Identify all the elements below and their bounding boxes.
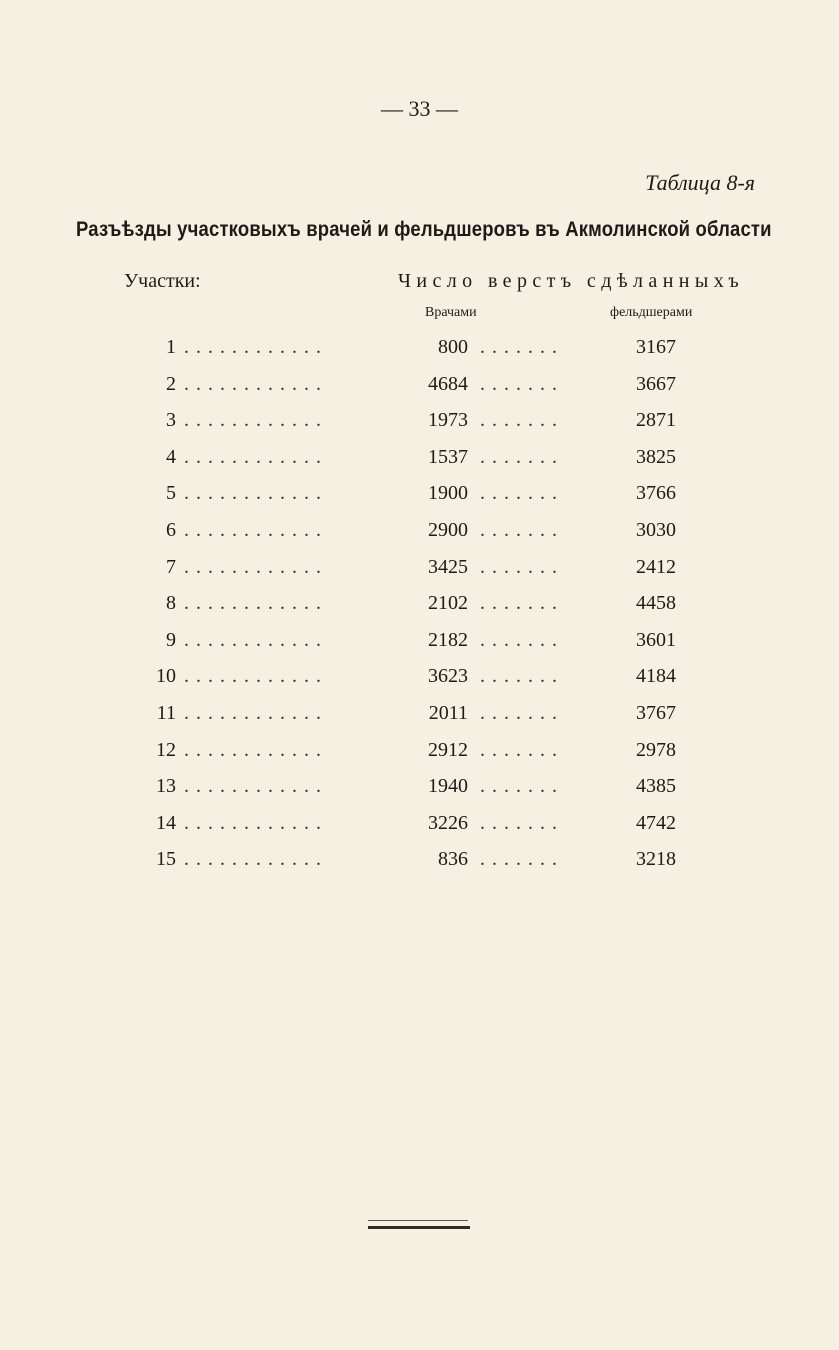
district-number: 15 [156, 848, 176, 871]
dot-leader: . . . . . . . . . . . . [184, 519, 322, 541]
feldshers-versts: 3667 [636, 372, 676, 395]
table-row [0, 373, 839, 403]
feldshers-versts: 2978 [636, 738, 676, 761]
district-number: 1 [166, 336, 176, 358]
district-number: 13 [156, 775, 176, 798]
feldshers-versts: 2412 [636, 555, 676, 578]
dot-leader: . . . . . . . [480, 738, 558, 761]
dot-leader: . . . . . . . . . . . . [184, 372, 322, 395]
feldshers-versts: 3030 [636, 519, 676, 541]
feldshers-versts: 3218 [636, 848, 676, 871]
page-number: — 33 — [381, 96, 458, 121]
doctors-versts: 1940 [428, 775, 468, 798]
doctors-versts: 2011 [428, 702, 468, 724]
doctors-versts: 3226 [428, 811, 468, 834]
table-row [0, 336, 839, 366]
dot-leader: . . . . . . . [480, 592, 558, 615]
district-number: 10 [156, 665, 176, 688]
dot-leader: . . . . . . . [480, 811, 558, 834]
table-row [0, 482, 839, 512]
doctors-versts: 3425 [428, 555, 468, 578]
dot-leader: . . . . . . . . . . . . [184, 738, 322, 761]
feldshers-versts: 3825 [636, 445, 676, 468]
doctors-versts: 1537 [428, 445, 468, 468]
dot-leader: . . . . . . . . . . . . [184, 811, 322, 834]
district-number: 4 [166, 445, 176, 468]
doctors-versts: 2912 [428, 738, 468, 761]
col-header-feldshers: фельдшерами [610, 305, 693, 320]
dot-leader: . . . . . . . [480, 702, 558, 724]
dot-leader: . . . . . . . [480, 555, 558, 578]
dot-leader: . . . . . . . . . . . . [184, 336, 322, 358]
table-row [0, 848, 839, 878]
table-row [0, 446, 839, 476]
dot-leader: . . . . . . . . . . . . [184, 555, 322, 578]
doctors-versts: 1900 [428, 482, 468, 505]
table-row [0, 702, 839, 732]
dot-leader: . . . . . . . [480, 445, 558, 468]
table-row [0, 739, 839, 769]
table-row [0, 592, 839, 622]
district-number: 7 [166, 555, 176, 578]
district-number: 5 [166, 482, 176, 505]
feldshers-versts: 4742 [636, 811, 676, 834]
table-row [0, 665, 839, 695]
feldshers-versts: 2871 [636, 409, 676, 432]
doctors-versts: 2900 [428, 519, 468, 541]
dot-leader: . . . . . . . [480, 409, 558, 432]
doctors-versts: 4684 [428, 372, 468, 395]
dot-leader: . . . . . . . [480, 665, 558, 688]
doctors-versts: 800 [438, 336, 468, 358]
district-number: 2 [166, 372, 176, 395]
dot-leader: . . . . . . . . . . . . [184, 702, 322, 724]
district-number: 6 [166, 519, 176, 541]
col-header-doctors: Врачами [425, 305, 477, 320]
district-number: 3 [166, 409, 176, 432]
dot-leader: . . . . . . . [480, 519, 558, 541]
table-title: Разъѣзды участковыхъ врачей и фельдшеровъ въ Акмолинской области [76, 218, 772, 241]
table-row [0, 775, 839, 805]
dot-leader: . . . . . . . [480, 848, 558, 871]
district-number: 8 [166, 592, 176, 615]
table-row [0, 629, 839, 659]
dot-leader: . . . . . . . . . . . . [184, 775, 322, 798]
feldshers-versts: 4458 [636, 592, 676, 615]
district-number: 12 [156, 738, 176, 761]
dot-leader: . . . . . . . . . . . . [184, 482, 322, 505]
rule-thin-line [368, 1220, 468, 1221]
feldshers-versts: 3601 [636, 628, 676, 651]
feldshers-versts: 4184 [636, 665, 676, 688]
dot-leader: . . . . . . . . . . . . [184, 409, 322, 432]
dot-leader: . . . . . . . [480, 775, 558, 798]
doctors-versts: 2182 [428, 628, 468, 651]
feldshers-versts: 4385 [636, 775, 676, 798]
dot-leader: . . . . . . . . . . . . [184, 628, 322, 651]
dot-leader: . . . . . . . [480, 336, 558, 358]
feldshers-versts: 3167 [636, 336, 676, 358]
closing-rule [368, 1218, 470, 1230]
district-number: 9 [166, 628, 176, 651]
table-row [0, 812, 839, 842]
dot-leader: . . . . . . . . . . . . [184, 592, 322, 615]
doctors-versts: 1973 [428, 409, 468, 432]
rule-thick-line [368, 1226, 470, 1229]
feldshers-versts: 3767 [636, 702, 676, 724]
dot-leader: . . . . . . . [480, 482, 558, 505]
dot-leader: . . . . . . . . . . . . [184, 445, 322, 468]
feldshers-versts: 3766 [636, 482, 676, 505]
doctors-versts: 3623 [428, 665, 468, 688]
dot-leader: . . . . . . . . . . . . [184, 848, 322, 871]
doctors-versts: 836 [438, 848, 468, 871]
dot-leader: . . . . . . . [480, 628, 558, 651]
districts-header: Участки: [124, 270, 201, 292]
table-row [0, 519, 839, 549]
table-label: Таблица 8-я [645, 170, 755, 195]
doctors-versts: 2102 [428, 592, 468, 615]
district-number: 11 [156, 702, 176, 724]
district-number: 14 [156, 811, 176, 834]
dot-leader: . . . . . . . [480, 372, 558, 395]
table-row [0, 409, 839, 439]
versts-header: Число верстъ сдѣланныхъ [398, 270, 745, 292]
table-row [0, 556, 839, 586]
dot-leader: . . . . . . . . . . . . [184, 665, 322, 688]
